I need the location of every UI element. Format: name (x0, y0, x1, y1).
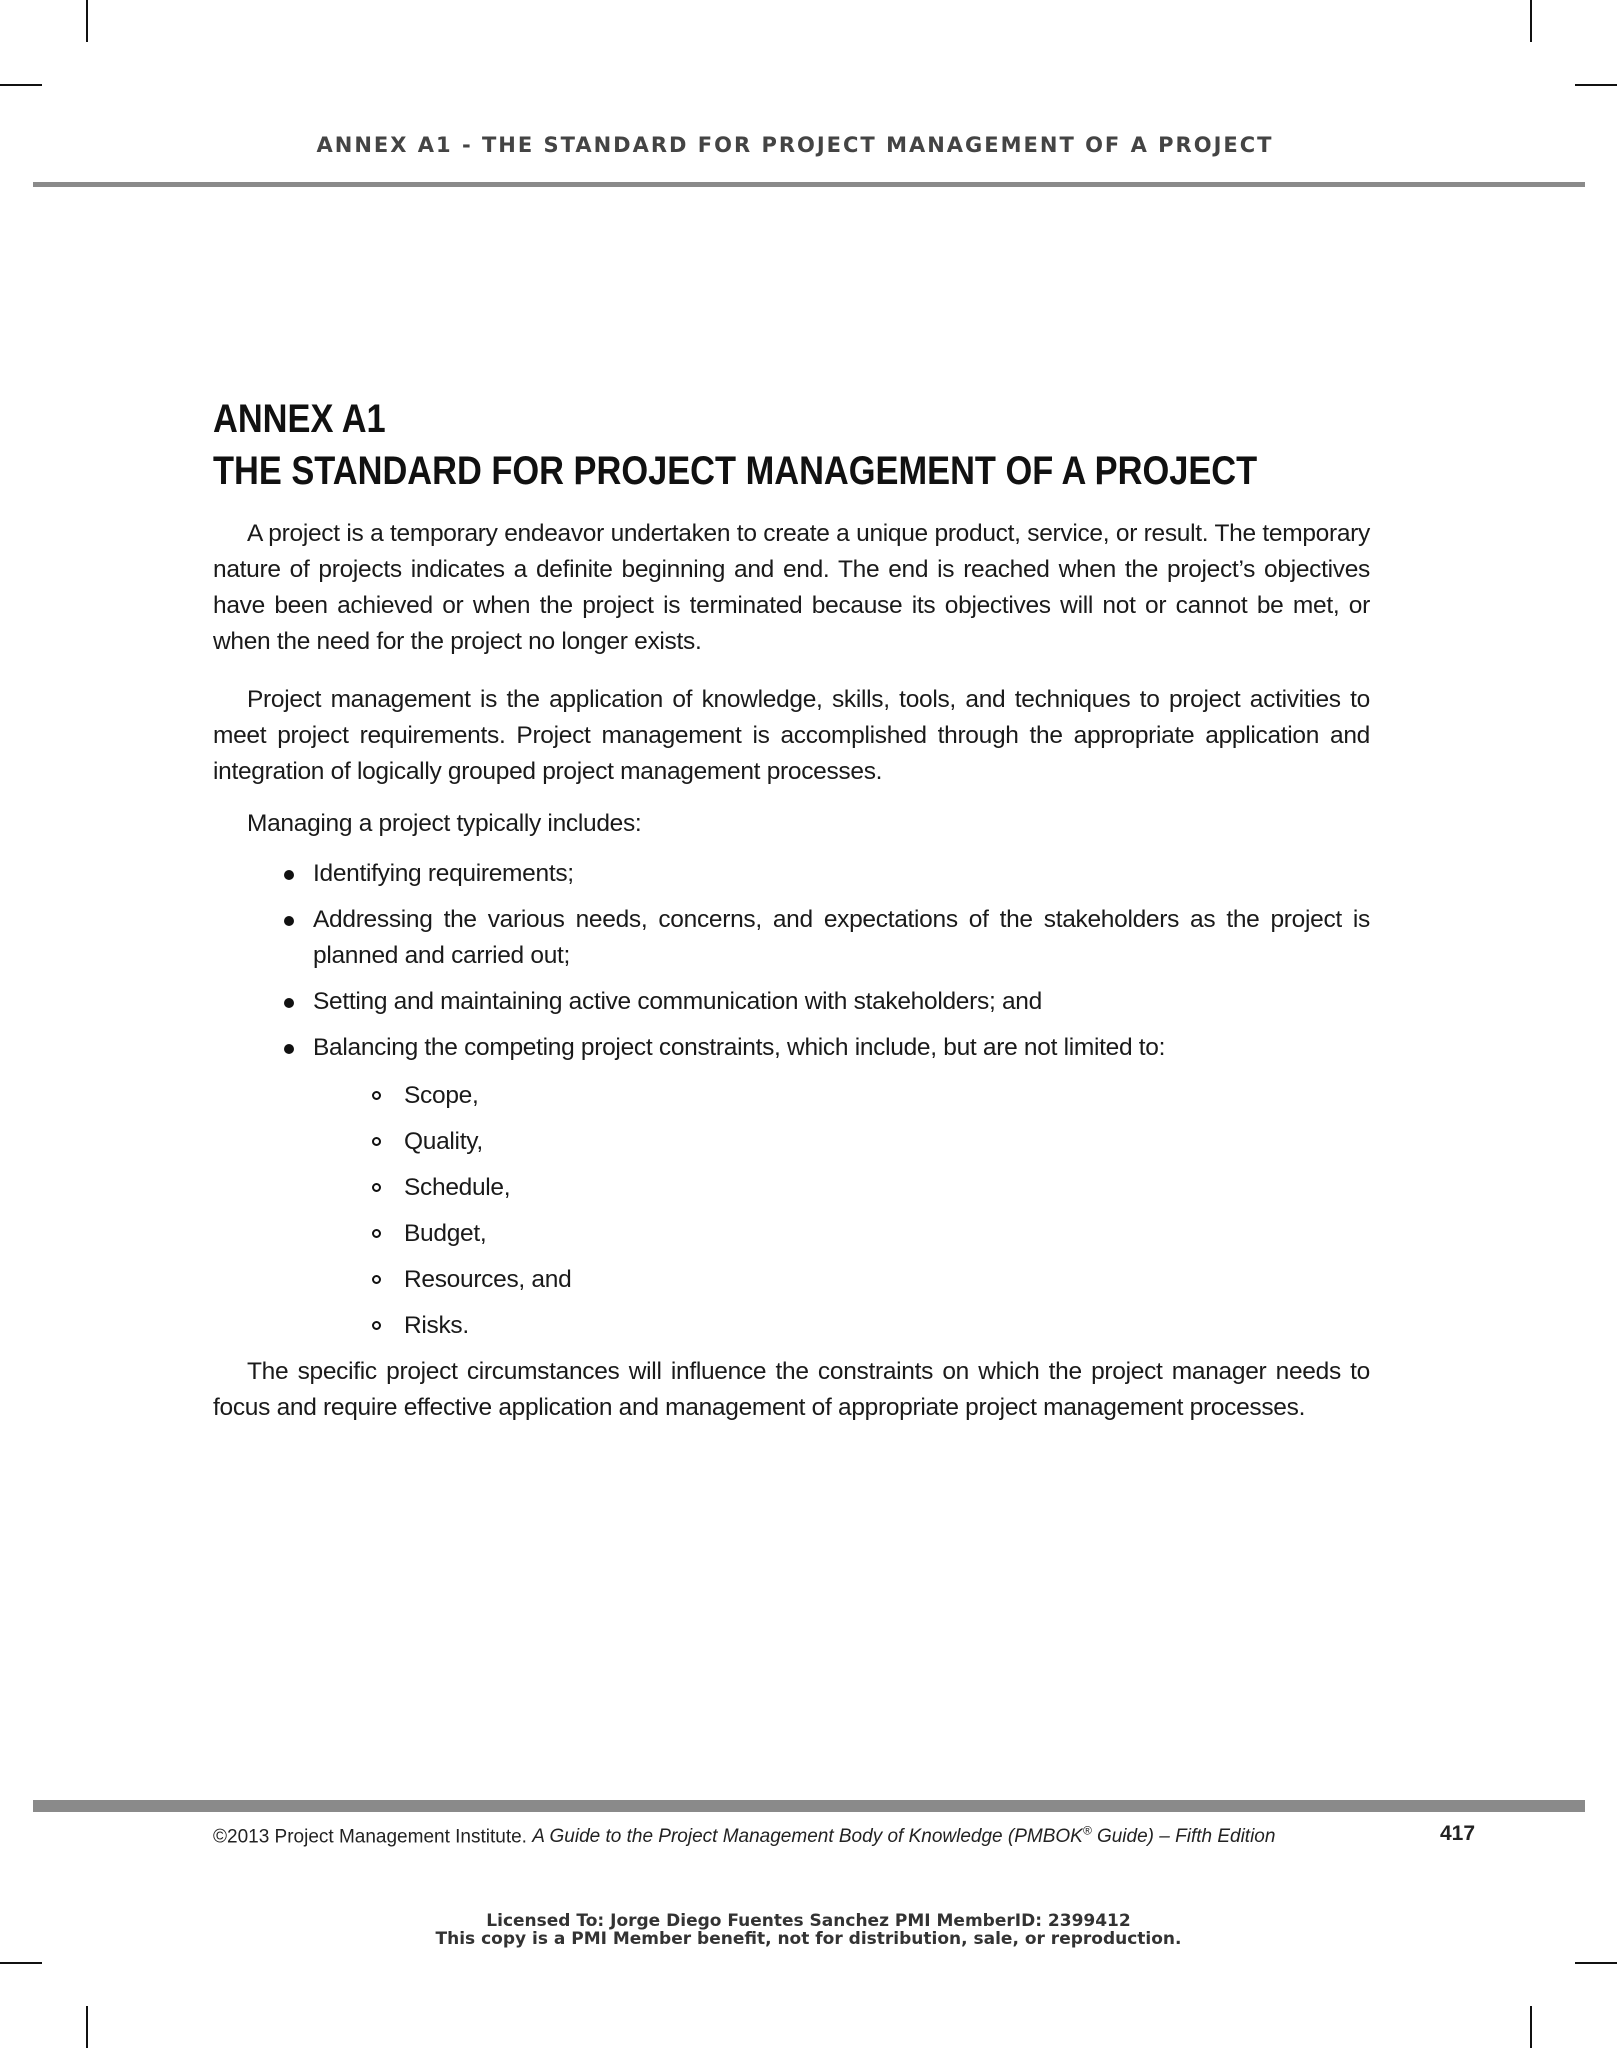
bullet-icon (284, 998, 294, 1008)
circle-bullet-icon (372, 1091, 381, 1100)
paragraph-constraints-focus: The specific project circumstances will influence the constraints on which the project manager needs to focus and require effective application and management of appropriate project management processes. (213, 1358, 1370, 1421)
constraint-list (213, 1078, 1370, 1344)
paragraph-list-intro: Managing a project typically includes: (247, 810, 642, 837)
paragraph-project-management: Project management is the application of knowledge, skills, tools, and techniques to project activities to meet project requirements. Project management is accomplished through the appropriate application and integration of logically grouped project management processes. (213, 686, 1370, 785)
paragraph-definition: A project is a temporary endeavor undertaken to create a unique product, service, or result. The temporary nature of projects indicates a definite beginning and end. The end is reached when the project’s objectives have been achieved or when the project is terminated because its objectives will not or cannot be met, or when the need for the project no longer exists. (213, 520, 1370, 655)
page-number: 417 (1440, 1822, 1476, 1845)
license-notice (0, 1912, 1617, 1948)
circle-bullet-icon (372, 1321, 381, 1330)
crop-mark (1575, 84, 1617, 86)
crop-mark (1530, 0, 1532, 42)
footer-rule (33, 1800, 1585, 1812)
crop-mark (1530, 2006, 1532, 2048)
license-terms: This copy is a PMI Member benefit, not for distribution, sale, or reproduction. (435, 1929, 1182, 1949)
constraint-item: Quality, (404, 1124, 1370, 1160)
list-item: Identifying requirements; (313, 856, 1370, 892)
bullet-list (213, 856, 1370, 1066)
list-item: Setting and maintaining active communication with stakeholders; and (313, 984, 1370, 1020)
footer-citation (213, 1824, 1276, 1848)
constraint-item: Schedule, (404, 1170, 1370, 1206)
registered-mark: ® (1082, 1824, 1092, 1838)
running-head: ANNEX A1 - THE STANDARD FOR PROJECT MANAGEMENT OF A PROJECT (316, 133, 1274, 157)
circle-bullet-icon (372, 1137, 381, 1146)
constraint-item: Budget, (404, 1216, 1370, 1252)
crop-mark (0, 84, 42, 86)
circle-bullet-icon (372, 1275, 381, 1284)
header-rule (33, 182, 1585, 187)
constraint-item: Risks. (404, 1308, 1370, 1344)
constraint-item: Resources, and (404, 1262, 1370, 1298)
crop-mark (86, 0, 88, 42)
constraint-item: Scope, (404, 1078, 1370, 1114)
bullet-icon (284, 916, 294, 926)
annex-label: ANNEX A1 (213, 397, 386, 441)
crop-mark (1575, 1962, 1617, 1964)
bullet-icon (284, 870, 294, 880)
crop-mark (86, 2006, 88, 2048)
annex-title: THE STANDARD FOR PROJECT MANAGEMENT OF A PROJECT (213, 449, 1258, 493)
license-holder: Licensed To: Jorge Diego Fuentes Sanchez PMI MemberID: 2399412 (486, 1911, 1131, 1931)
book-title: A Guide to the Project Management Body of Knowledge (PMBOK® Guide) – Fifth Edition (532, 1824, 1276, 1848)
bullet-icon (284, 1044, 294, 1054)
circle-bullet-icon (372, 1229, 381, 1238)
page-body (213, 396, 1370, 1426)
crop-mark (0, 1962, 42, 1964)
copyright-text: ©2013 Project Management Institute. (213, 1826, 527, 1848)
circle-bullet-icon (372, 1183, 381, 1192)
list-item: Balancing the competing project constraints, which include, but are not limited to: (313, 1030, 1370, 1066)
list-item: Addressing the various needs, concerns, and expectations of the stakeholders as the project is planned and carried out; (313, 902, 1370, 974)
